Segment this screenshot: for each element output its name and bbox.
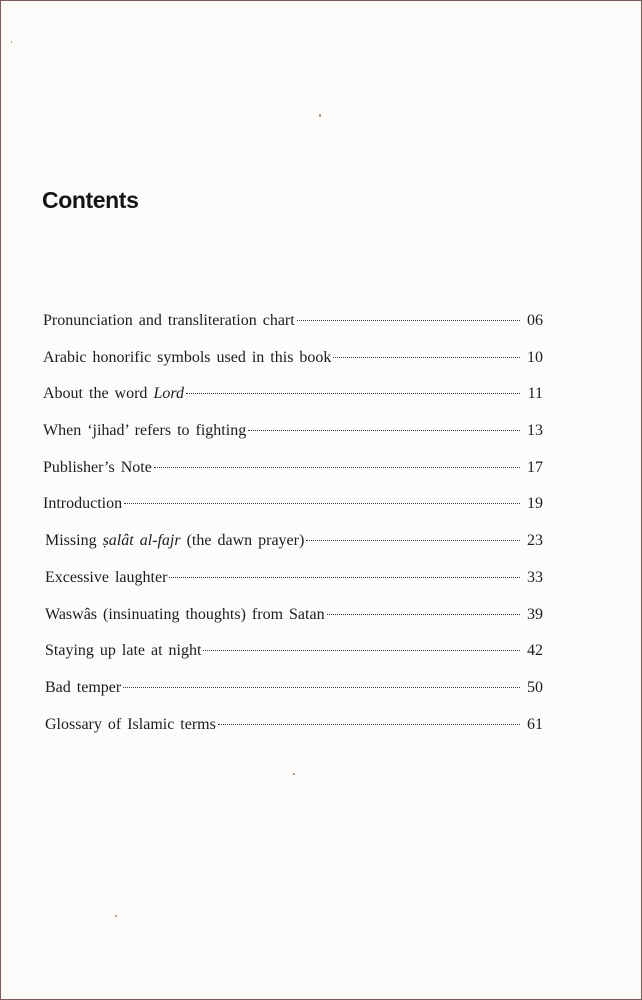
toc-page-number: 23 [527, 532, 543, 550]
toc-entry [43, 606, 543, 643]
dot-leader [124, 503, 520, 504]
toc-entry-title: Pronunciation and transliteration chart [43, 312, 295, 329]
toc-page-number: 13 [527, 422, 543, 440]
dot-leader [186, 393, 520, 394]
dot-leader [203, 650, 520, 651]
paper-speck [319, 114, 321, 117]
dot-leader [218, 724, 520, 725]
toc-entry-title: Glossary of Islamic terms [45, 715, 216, 733]
paper-speck [293, 773, 295, 775]
toc-entry-title: Arabic honorific symbols used in this book [43, 348, 332, 366]
toc-page-number: 11 [527, 385, 543, 403]
toc-entry [43, 385, 543, 422]
toc-entry [43, 312, 543, 349]
toc-entry [43, 422, 543, 459]
dot-leader [123, 687, 520, 688]
toc-page-number: 19 [527, 495, 543, 513]
toc-page-number: 50 [527, 678, 543, 696]
toc-page-number: 39 [527, 605, 543, 623]
toc-page-number: 42 [527, 642, 543, 660]
toc-page-number: 17 [527, 458, 543, 476]
toc-entry [43, 495, 543, 532]
dot-leader [297, 320, 520, 321]
dot-leader [154, 467, 520, 468]
paper-speck [11, 41, 12, 43]
toc-page-number: 33 [527, 568, 543, 586]
toc-entry [43, 532, 543, 569]
toc-page-number: 06 [527, 312, 543, 329]
toc-entry-title: Missing ṣalât al-fajr (the dawn prayer) [45, 532, 305, 550]
toc-entry [43, 642, 543, 679]
toc-entry [43, 459, 543, 496]
toc-entry [43, 679, 543, 716]
toc-entry-title: Publisher’s Note [43, 458, 152, 476]
paper-speck [115, 915, 117, 917]
toc-entry-title: About the word Lord [43, 385, 184, 403]
toc-entry-title: Introduction [43, 495, 123, 513]
dot-leader [248, 430, 520, 431]
dot-leader [169, 577, 520, 578]
toc-page-number: 10 [527, 348, 543, 366]
toc-page-number: 61 [527, 715, 543, 733]
toc-entry-title: Waswâs (insinuating thoughts) from Satan [45, 605, 325, 623]
toc-entry-title: Staying up late at night [45, 642, 202, 660]
dot-leader [327, 614, 520, 615]
dot-leader [306, 540, 520, 541]
toc-entry-title: Bad temper [45, 678, 122, 696]
toc-entry [43, 716, 543, 753]
page-title: Contents [42, 187, 139, 213]
table-of-contents [43, 312, 543, 752]
toc-entry [43, 349, 543, 386]
toc-entry [43, 569, 543, 606]
toc-entry-title: Excessive laughter [45, 568, 168, 586]
toc-entry-title: When ‘jihad’ refers to fighting [43, 422, 247, 440]
dot-leader [333, 357, 520, 358]
